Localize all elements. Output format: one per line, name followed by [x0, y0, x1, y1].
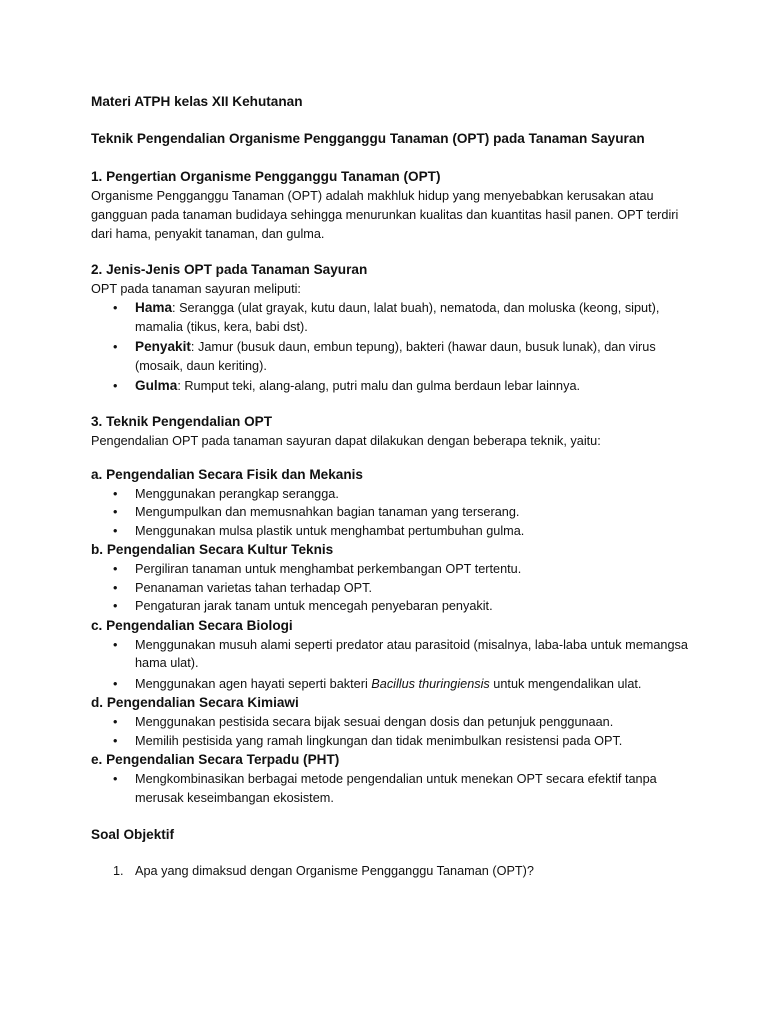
section3-intro: Pengendalian OPT pada tanaman sayuran dapat dilakukan dengan beberapa teknik, yaitu: [91, 433, 601, 448]
list-item [91, 522, 691, 541]
main-title: Teknik Pengendalian Organisme Pengganggu Tanaman (OPT) pada Tanaman Sayuran [91, 131, 645, 146]
list-item [91, 579, 691, 598]
subsection-list-a [91, 485, 691, 541]
bullet-icon: • [113, 523, 118, 538]
subsection-heading-c: c. Pengendalian Secara Biologi [91, 617, 293, 633]
section3-heading: 3. Teknik Pengendalian OPT [91, 413, 273, 429]
question-text: Apa yang dimaksud dengan Organisme Pengganggu Tanaman (OPT)? [135, 864, 534, 878]
list-item-text: Menggunakan mulsa plastik untuk menghambat pertumbuhan gulma. [135, 523, 525, 538]
subsection-list-e [91, 770, 691, 807]
section2-intro: OPT pada tanaman sayuran meliputi: [91, 282, 301, 296]
question-number: 1. [113, 864, 124, 878]
list-item [91, 299, 691, 336]
list-item-text: Pergiliran tanaman untuk menghambat perkembangan OPT tertentu. [135, 562, 522, 576]
list-item-text-end: untuk mengendalikan ulat. [489, 676, 642, 691]
bullet-icon: • [113, 580, 118, 595]
question-item [91, 862, 691, 881]
subsection-heading-e: e. Pengendalian Secara Terpadu (PHT) [91, 752, 340, 767]
list-item [91, 377, 691, 396]
list-item [91, 732, 691, 751]
list-item [91, 597, 691, 616]
bullet-icon: • [113, 379, 118, 393]
bullet-icon: • [113, 637, 118, 652]
subsection-list-d [91, 713, 691, 750]
bullet-icon: • [113, 676, 118, 691]
list-item-text: Memilih pestisida yang ramah lingkungan dan tidak menimbulkan resistensi pada OPT. [135, 733, 623, 748]
list-item [91, 713, 691, 732]
term-description: : Serangga (ulat grayak, kutu daun, lalat buah), nematoda, dan moluska (keong, siput), mamalia (tikus, kera, babi dst). [135, 301, 660, 334]
list-item-text: Menggunakan musuh alami seperti predator atau parasitoid (misalnya, laba-laba untuk memangsa hama ulat). [135, 637, 688, 670]
list-item-text: Penanaman varietas tahan terhadap OPT. [135, 580, 372, 595]
list-item [91, 485, 691, 504]
list-item-text: Menggunakan pestisida secara bijak sesuai dengan dosis dan petunjuk penggunaan. [135, 715, 614, 729]
list-item-text: Menggunakan agen hayati seperti bakteri [135, 676, 372, 691]
subsection-list-b [91, 560, 691, 616]
bullet-icon: • [113, 715, 118, 729]
term-label: Hama [135, 300, 173, 315]
list-item-text: Pengaturan jarak tanam untuk mencegah penyebaran penyakit. [135, 599, 493, 613]
subsection-heading-a: a. Pengendalian Secara Fisik dan Mekanis [91, 466, 363, 482]
subsection-heading-d: d. Pengendalian Secara Kimiawi [91, 695, 299, 710]
list-item-text: Mengumpulkan dan memusnahkan bagian tanaman yang terserang. [135, 505, 520, 519]
section1-text: Organisme Pengganggu Tanaman (OPT) adalah makhluk hidup yang menyebabkan kerusakan atau gangguan pada tanaman budidaya sehingga menurunkan kualitas dan kuantitas hasil panen. OPT terdiri dari hama, penyakit tanaman, dan gulma. [91, 189, 679, 241]
bullet-icon: • [113, 505, 118, 519]
term-label: Penyakit [135, 339, 191, 354]
term-label: Gulma [135, 378, 178, 393]
bullet-icon: • [113, 340, 118, 354]
section2-list [91, 299, 691, 396]
term-description: : Rumput teki, alang-alang, putri malu dan gulma berdaun lebar lainnya. [177, 379, 581, 393]
list-item [91, 560, 691, 579]
list-item [91, 338, 691, 375]
bullet-icon: • [113, 772, 118, 786]
question-list [91, 862, 691, 881]
section1-heading: 1. Pengertian Organisme Pengganggu Tanaman (OPT) [91, 169, 441, 184]
bullet-icon: • [113, 733, 118, 748]
species-name: Bacillus thuringiensis [371, 676, 490, 691]
document-title: Materi ATPH kelas XII Kehutanan [91, 94, 303, 109]
subsection-heading-b: b. Pengendalian Secara Kultur Teknis [91, 542, 334, 557]
list-item [91, 636, 691, 673]
bullet-icon: • [113, 599, 118, 613]
term-description: : Jamur (busuk daun, embun tepung), bakteri (hawar daun, busuk lunak), dan virus (mosaik, daun keriting). [135, 340, 656, 373]
list-item [91, 770, 691, 807]
bullet-icon: • [113, 562, 118, 576]
list-item [91, 503, 691, 522]
subsection-list-c [91, 636, 691, 694]
soal-heading: Soal Objektif [91, 827, 175, 842]
document-page [91, 92, 691, 881]
list-item-text: Menggunakan perangkap serangga. [135, 486, 339, 501]
list-item-text: Mengkombinasikan berbagai metode pengendalian untuk menekan OPT secara efektif tanpa merusak keseimbangan ekosistem. [135, 772, 657, 805]
list-item [91, 675, 691, 694]
bullet-icon: • [113, 486, 118, 501]
section2-heading: 2. Jenis-Jenis OPT pada Tanaman Sayuran [91, 262, 368, 277]
bullet-icon: • [113, 301, 118, 315]
